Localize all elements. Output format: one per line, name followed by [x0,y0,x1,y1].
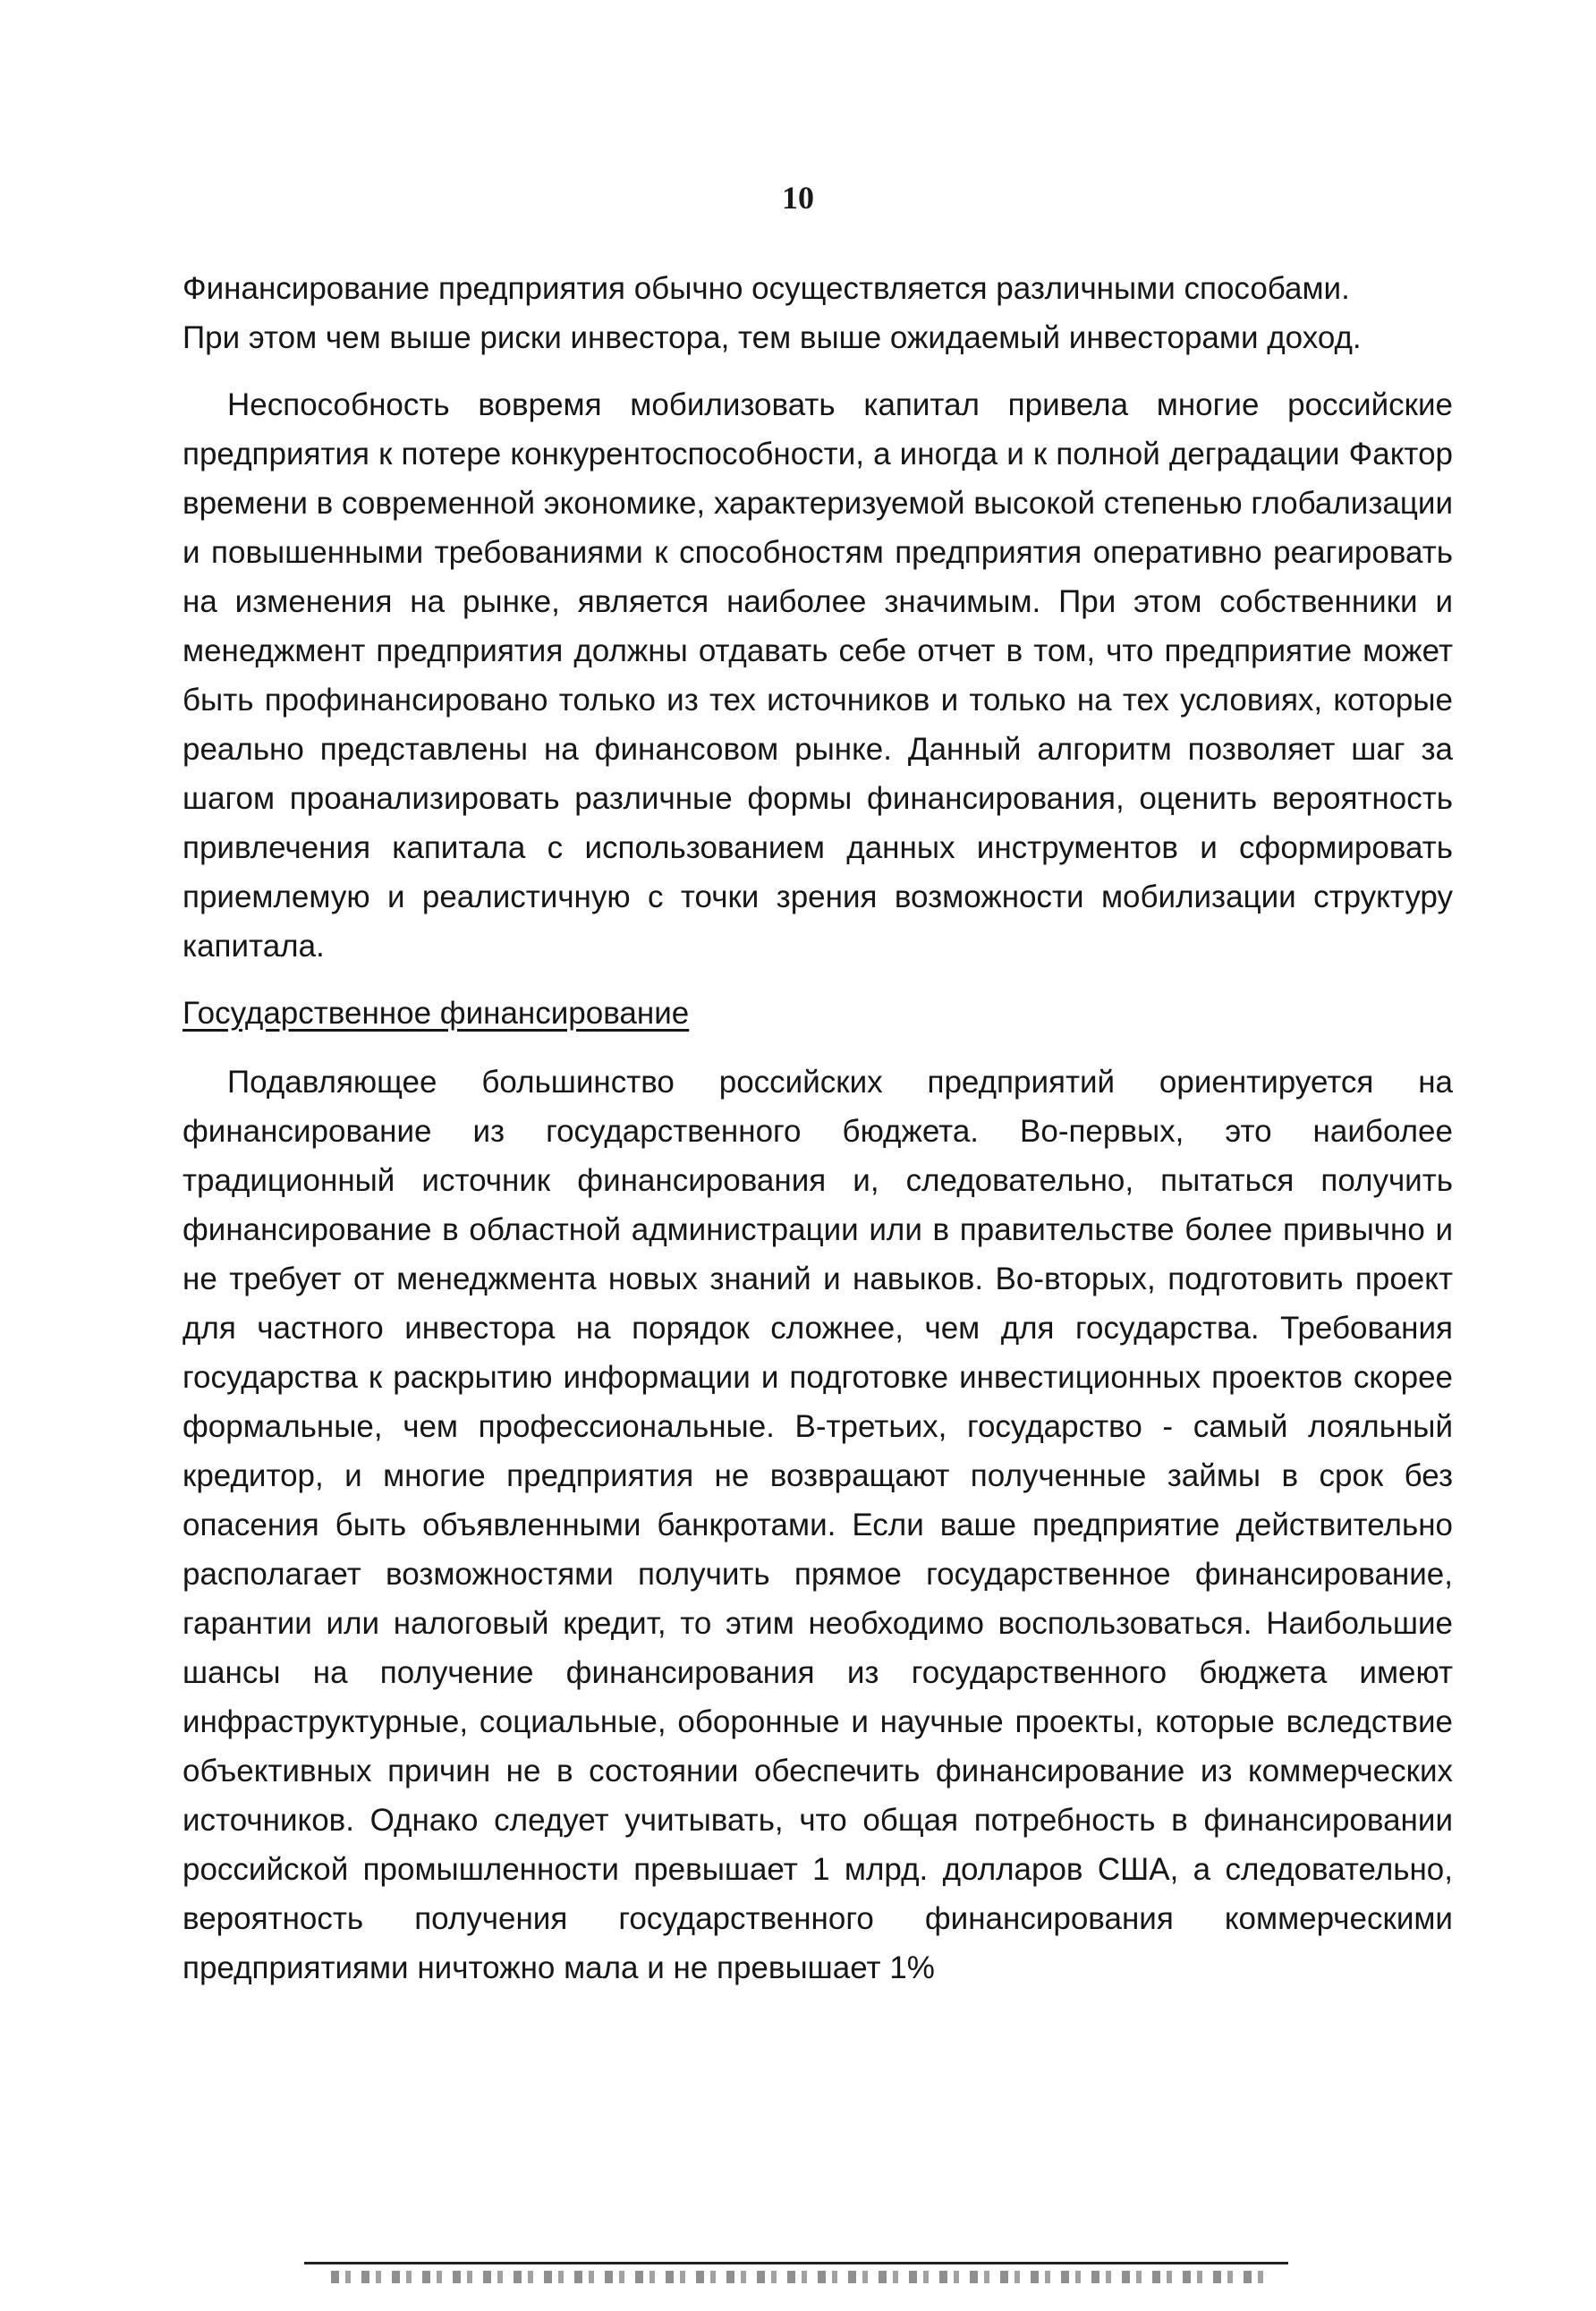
paragraph: Подавляющее большинство российских предприятий ориентируется на финансирование из государственного бюджета. Во-первых, это наиболее традиционный источник финансирования и, следовательно, пытаться получить финансирование в областной администрации или в правительстве более привычно и не требует от менеджмента новых знаний и навыков. Во-вторых, подготовить проект для частного инвестора на порядок сложнее, чем для государства. Требования государства к раскрытию информации и подготовке инвестиционных проектов скорее формальные, чем профессиональные. В-третьих, государство - самый лояльный кредитор, и многие предприятия не возвращают полученные займы в срок без опасения быть объявленными банкротами. Если ваше предприятие действительно располагает возможностями получить прямое государственное финансирование, гарантии или налоговый кредит, то этим необходимо воспользоваться. Наибольшие шансы на получение финансирования из государственного бюджета имеют инфраструктурные, социальные, оборонные и научные проекты, которые вследствие объективных причин не в состоянии обеспечить финансирование из коммерческих источников. Однако следует учитывать, что общая потребность в финансировании российской промышленности превышает 1 млрд. долларов США, а следовательно, вероятность получения государственного финансирования коммерческими предприятиями ничтожно мала и не превышает 1% [183,1065,1453,1985]
body-text [183,264,1453,1992]
intro-paragraph [183,264,1453,362]
intro-line: При этом чем выше риски инвестора, тем выше ожидаемый инвесторами доход. [183,320,1362,355]
page-number: 10 [782,180,814,216]
footer-rule [304,2262,1288,2264]
footer-cropped-text [331,2271,1270,2283]
section-heading: Государственное финансирование [183,996,690,1031]
intro-line: Финансирование предприятия обычно осуществляется различными способами. [183,271,1350,306]
paragraph: Неспособность вовремя мобилизовать капитал привела многие российские предприятия к потере конкурентоспособности, а иногда и к полной деградации Фактор времени в современной экономике, характеризуемой высокой степенью глобализации и повышенными требованиями к способностям предприятия оперативно реагировать на изменения на рынке, является наиболее значимым. При этом собственники и менеджмент предприятия должны отдавать себе отчет в том, что предприятие может быть профинансировано только из тех источников и только на тех условиях, которые реально представлены на финансовом рынке. Данный алгоритм позволяет шаг за шагом проанализировать различные формы финансирования, оценить вероятность привлечения капитала с использованием данных инструментов и сформировать приемлемую и реалистичную с точки зрения возможности мобилизации структуру капитала. [183,387,1453,964]
